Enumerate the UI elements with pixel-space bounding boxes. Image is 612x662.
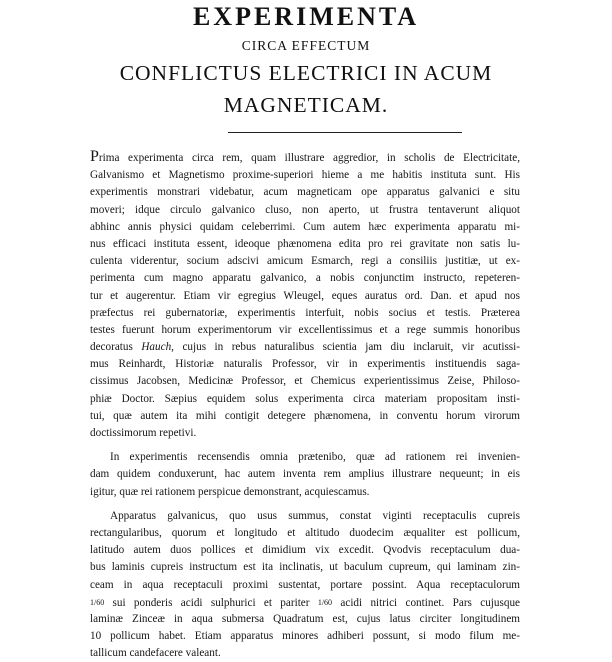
text-line: abhinc annis physici quidam celeberrimi. Cum autem hæc experimenta apparatu mi- <box>90 220 520 233</box>
fraction: 1/60 <box>317 597 333 607</box>
fraction: 1/60 <box>90 597 105 607</box>
paragraph-1 <box>90 150 520 442</box>
text-line: Prima experimenta circa rem, quam illustrare aggredior, in scholis de Electricitate, <box>90 148 520 165</box>
text-line: laminæ Zinceæ in aqua submersa Quadratum est, cujus latus circiter longitudinem <box>90 612 520 625</box>
text-line: doctissimorum repetivi. <box>90 427 197 439</box>
text-line: tui, quæ autem ita mihi contigit detegere phænomena, in conventu horum virorum <box>90 409 520 422</box>
text-line: tur et augerentur. Etiam vir egregius Wleugel, eques auratus ord. Dan. et apud nos <box>90 289 520 302</box>
text-line: cissimus Jacobsen, Medicinæ Professor, et Chemicus experientissimus Zeise, Philoso- <box>90 375 520 388</box>
text-line: nus efficaci instituta essent, ideoque phænomena edita pro rei gravitate non satis lu- <box>90 237 520 250</box>
text-line: experimentis monstrari videbatur, acum magneticam ope apparatus galvanici e situ <box>90 186 520 199</box>
title-divider <box>228 132 462 133</box>
title-conflictus: CONFLICTUS ELECTRICI IN ACUM <box>119 61 493 85</box>
text-line: latitudo autem duos pollices et dimidium vix excedit. Qvodvis receptaculum dua- <box>90 544 520 557</box>
title-experimenta: EXPERIMENTA <box>192 2 420 31</box>
paragraph-2 <box>90 449 520 501</box>
text-line: perimenta cum magno apparatu galvanico, a nobis conjunctim instructo, repeteren- <box>90 272 520 285</box>
text-line: In experimentis recensendis omnia prætenibo, quæ ad rationem rei invenien- <box>110 451 520 464</box>
initial-letter: P <box>90 148 99 165</box>
text-line: rectangularibus, quorum et longitudo et altitudo duodecim æqualiter est pollicum, <box>90 526 520 539</box>
text-line: 10 pollicum habet. Etiam apparatus minores adhiberi possunt, si modo filum me- <box>90 630 520 643</box>
text-line: phiæ Doctor. Sæpius equidem solus experimenta circa materiam propositam insti- <box>90 392 520 405</box>
text-line: decoratus Hauch, cujus in rebus naturalibus scientia jam diu inclaruit, vir acutissi- <box>90 341 520 354</box>
text-line: 1/60 sui ponderis acidi sulphurici et pariter 1/60 acidi nitrici continet. Pars cujusque <box>90 596 520 609</box>
text-line: dam quidem conduxerunt, hac autem inventa rem amplius illustrare nequeunt; in eis <box>90 468 520 481</box>
text-line: Galvanismo et Magnetismo proxime-superiori hieme a me habitis instituta sunt. His <box>90 169 520 182</box>
text-line: culenta viderentur, socium adscivi amicum Esmarch, regi a consiliis justitiæ, ut ex- <box>90 255 520 268</box>
title-magneticam: MAGNETICAM. <box>223 93 389 117</box>
text-line: bus laminis cupreis instructum est ita inclinatis, ut baculum cupreum, qui laminam zin- <box>90 561 520 574</box>
text-line: igitur, quæ rei rationem perspicue demonstrant, acquiescamus. <box>90 485 370 498</box>
text-line: præfectus rei gubernatoriæ, experimentis interfuit, nobis socius et testis. Præterea <box>90 306 520 319</box>
title-circa-effectum: CIRCA EFFECTUM <box>241 38 371 53</box>
text-line: tallicum candefacere valeant. <box>90 647 221 660</box>
text-line: testes fuerunt horum experimentorum vir excellentissimus et a rege summis honoribus <box>90 323 520 336</box>
text-line: Apparatus galvanicus, quo usus summus, constat viginti receptaculis cupreis <box>110 509 520 522</box>
paragraph-3 <box>90 508 520 662</box>
text-line: moveri; idque circulo galvanico cluso, non aperto, ut frustra tentaverunt aliquot <box>90 203 520 216</box>
text-line: mus Reinhardt, Historiæ naturalis Professor, vir in experimentis instituendis saga- <box>90 358 520 371</box>
name-hauch: Hauch <box>141 341 172 354</box>
body-text <box>90 150 520 662</box>
text-line: ceam in aqua receptaculi proximi sustentat, portare possint. Aqua receptaculorum <box>90 578 520 591</box>
